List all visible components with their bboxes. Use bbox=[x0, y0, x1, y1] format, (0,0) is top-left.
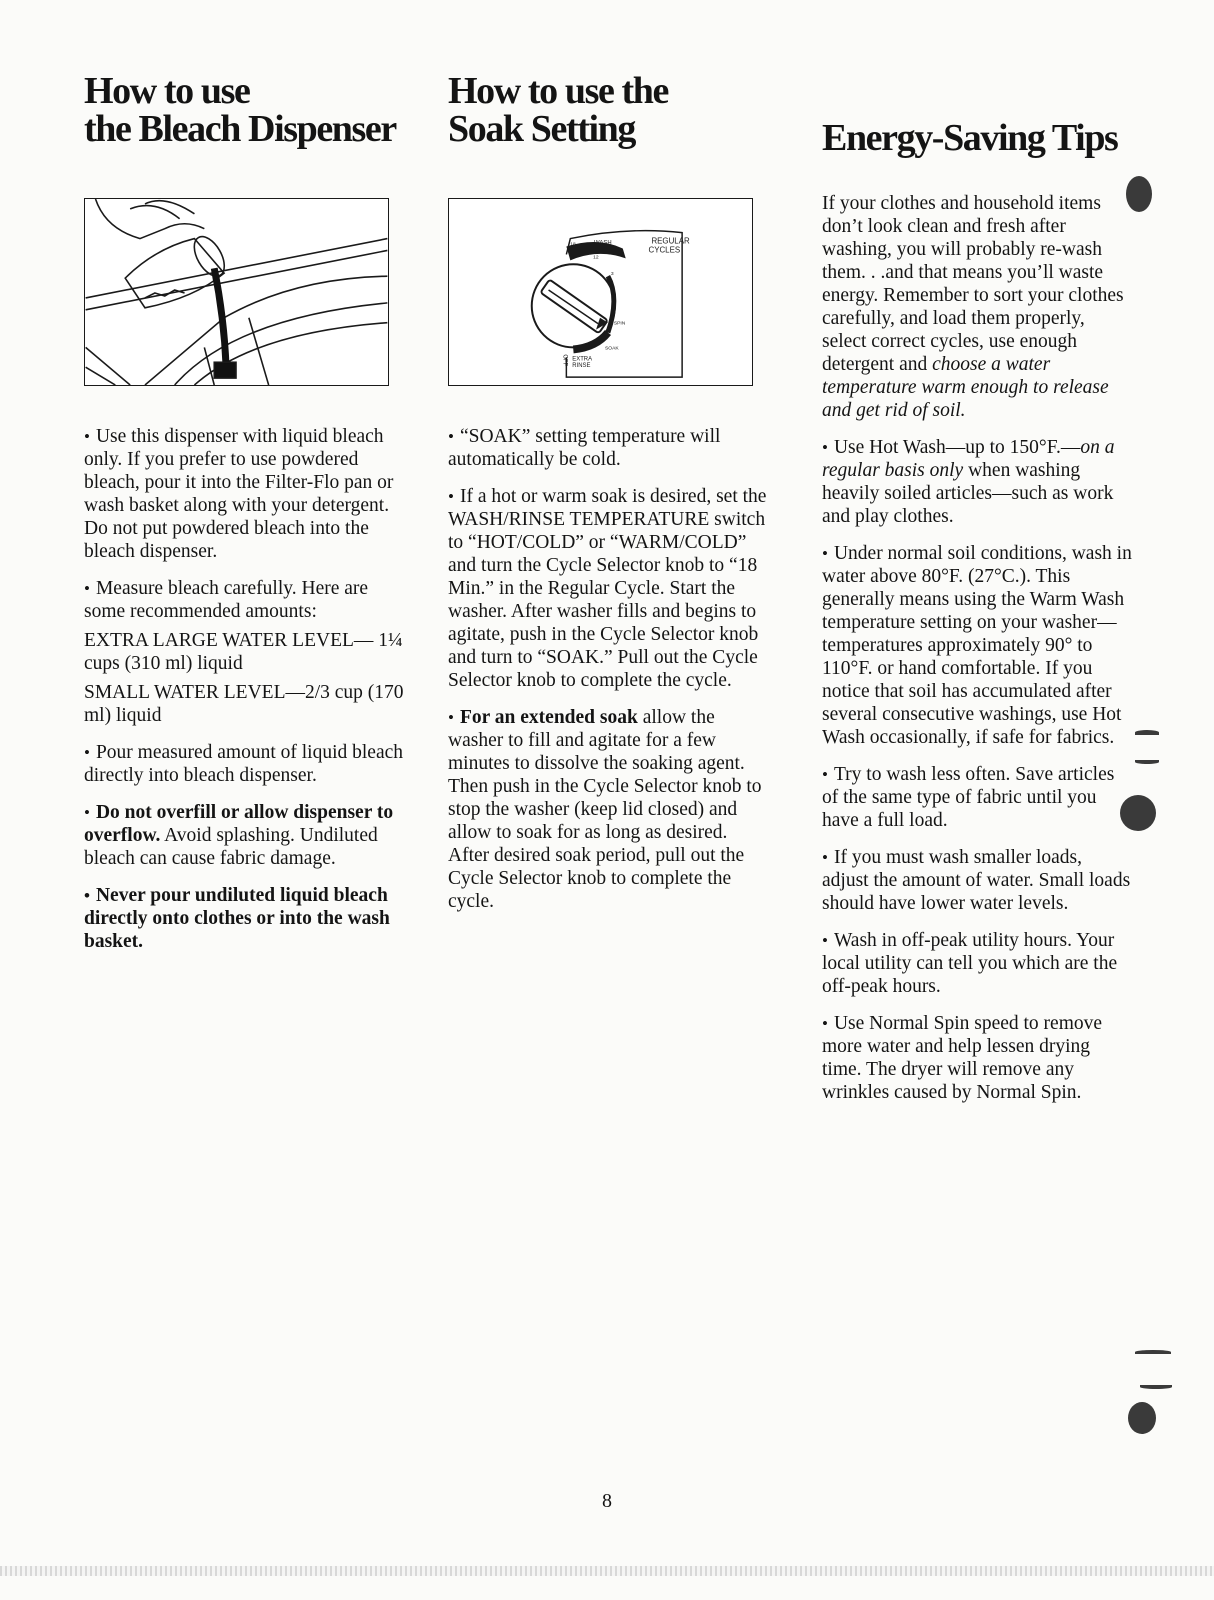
energy-intro-text: If your clothes and household items don’t look clean and fresh after washing, you will probably re-wash them. . .and that means you’ll waste energy. Remember to sort your clothes carefully, and load them properly, select correct cycles, use enough detergent and bbox=[822, 193, 1124, 375]
energy-heading: Energy-Saving Tips bbox=[822, 117, 1118, 159]
bleach-heading-line2: the Bleach Dispenser bbox=[84, 108, 396, 150]
bleach-heading-line1: How to use bbox=[84, 70, 250, 112]
energy-tips bbox=[822, 192, 1132, 1118]
binder-edge-mark bbox=[1140, 1385, 1172, 1389]
soak-tip-cold: • “SOAK” setting temperature will automatically be cold. bbox=[448, 425, 768, 471]
bleach-warning-overflow: Do not overfill or allow dispenser to overflow. bbox=[84, 802, 394, 846]
dial-label-soak: SOAK bbox=[604, 346, 619, 352]
binder-hole-mark-bottom bbox=[1128, 1402, 1156, 1434]
energy-tip-normal-soil: • Under normal soil conditions, wash in water above 80°F. (27°C.). This generally means using the Warm Wash temperature setting on your washer—temperatures approximately 90° to 110°F. or hand comfortable. If you notice that soil has accumulated after several consecutive washings, use Hot Wash occasionally, if safe for fabrics. bbox=[822, 542, 1132, 749]
binder-hole-mark-middle bbox=[1120, 795, 1156, 831]
soak-heading bbox=[448, 72, 768, 148]
energy-intro bbox=[822, 192, 1132, 422]
bleach-amount-small: SMALL WATER LEVEL—2/3 cup (170 ml) liquid bbox=[84, 682, 404, 726]
energy-tip-hot-wash-text: Use Hot Wash—up to 150°F.— bbox=[833, 437, 1081, 458]
bleach-tip-overflow bbox=[84, 801, 404, 870]
soak-tip-hot-warm: • If a hot or warm soak is desired, set the WASH/RINSE TEMPERATURE switch to “HOT/COLD” or “WARM/COLD” and turn the Cycle Selector knob to “18 Min.” in the Regular Cycle. Start the washer. After washer fills and begins to agitate, push in the Cycle Selector knob and turn to “SOAK.” Pull out the Cycle Selector knob to complete the cycle. bbox=[448, 485, 768, 692]
energy-tip-normal-spin: • Use Normal Spin speed to remove more water and help lessen drying time. The dryer will remove any wrinkles caused by Normal Spin. bbox=[822, 1012, 1132, 1104]
binder-edge-mark bbox=[1135, 1350, 1171, 1354]
binder-hole-mark-top bbox=[1126, 176, 1152, 212]
dial-label-regular: REGULAR bbox=[651, 236, 690, 246]
dial-label-extra: EXTRA bbox=[572, 356, 593, 363]
energy-tip-off-peak: • Wash in off-peak utility hours. Your local utility can tell you which are the off-peak hours. bbox=[822, 929, 1132, 998]
bleach-tip-measure: • Measure bleach carefully. Here are some recommended amounts: bbox=[84, 577, 404, 623]
soak-extended-label: For an extended soak bbox=[459, 707, 638, 728]
dial-label-off: OFF bbox=[561, 354, 568, 367]
page-number: 8 bbox=[602, 1490, 612, 1512]
soak-heading-line2: Soak Setting bbox=[448, 108, 635, 150]
soak-heading-line1: How to use the bbox=[448, 70, 668, 112]
cycle-selector-dial-illustration bbox=[448, 198, 753, 386]
dial-label-3: 3 bbox=[610, 272, 614, 278]
bleach-heading bbox=[84, 72, 404, 148]
energy-section bbox=[822, 72, 1132, 1103]
bleach-tip-pour: • Pour measured amount of liquid bleach directly into bleach dispenser. bbox=[84, 741, 404, 787]
binder-edge-mark bbox=[1135, 760, 1159, 764]
bleach-tip-liquid-only: • Use this dispenser with liquid bleach only. If you prefer to use powdered bleach, pour it into the Filter-Flo pan or wash basket along with your detergent. Do not put powdered bleach into the bleach dispenser. bbox=[84, 425, 404, 563]
soak-instructions bbox=[448, 425, 768, 927]
bleach-section bbox=[84, 70, 404, 952]
dial-label-spin: SPIN bbox=[613, 321, 626, 327]
energy-intro-emphasis: choose a water temperature warm enough to release and get rid of soil. bbox=[822, 354, 1109, 421]
dial-label-cycles: CYCLES bbox=[648, 245, 681, 255]
energy-tip-hot-wash bbox=[822, 436, 1132, 528]
bleach-amount-extra-large: EXTRA LARGE WATER LEVEL— 1¼ cups (310 ml) liquid bbox=[84, 630, 403, 674]
soak-section bbox=[448, 70, 768, 912]
bleach-pouring-illustration bbox=[84, 198, 389, 386]
dial-label-rinse: RINSE bbox=[572, 363, 591, 370]
dial-label-wash: WASH bbox=[594, 240, 612, 247]
bleach-warning-undiluted: • Never pour undiluted liquid bleach directly onto clothes or into the wash basket. bbox=[84, 884, 404, 953]
soak-tip-extended bbox=[448, 706, 768, 913]
dial-label-12: 12 bbox=[593, 255, 599, 261]
scan-artifact-band bbox=[0, 1566, 1214, 1576]
energy-tip-less-often: • Try to wash less often. Save articles of the same type of fabric until you have a full load. bbox=[822, 763, 1132, 832]
dial-label-18: 18 bbox=[570, 242, 576, 248]
bleach-instructions bbox=[84, 425, 404, 967]
energy-tip-smaller-loads: • If you must wash smaller loads, adjust the amount of water. Small loads should have lower water levels. bbox=[822, 846, 1132, 915]
binder-edge-mark bbox=[1135, 730, 1159, 735]
energy-tip-hot-wash-emphasis: on a regular basis only bbox=[822, 437, 1115, 481]
soak-extended-detail: allow the washer to fill and agitate for a few minutes to dissolve the soaking agent. Then push in the Cycle Selector knob to stop the washer (keep lid closed) and allow to soak for as long as desired. After desired soak period, pull out the Cycle Selector knob to complete the cycle. bbox=[448, 707, 762, 912]
bleach-warning-overflow-detail: Avoid splashing. Undiluted bleach can cause fabric damage. bbox=[84, 825, 378, 869]
energy-tip-hot-wash-rest: when washing heavily soiled articles—such as work and play clothes. bbox=[822, 460, 1114, 527]
